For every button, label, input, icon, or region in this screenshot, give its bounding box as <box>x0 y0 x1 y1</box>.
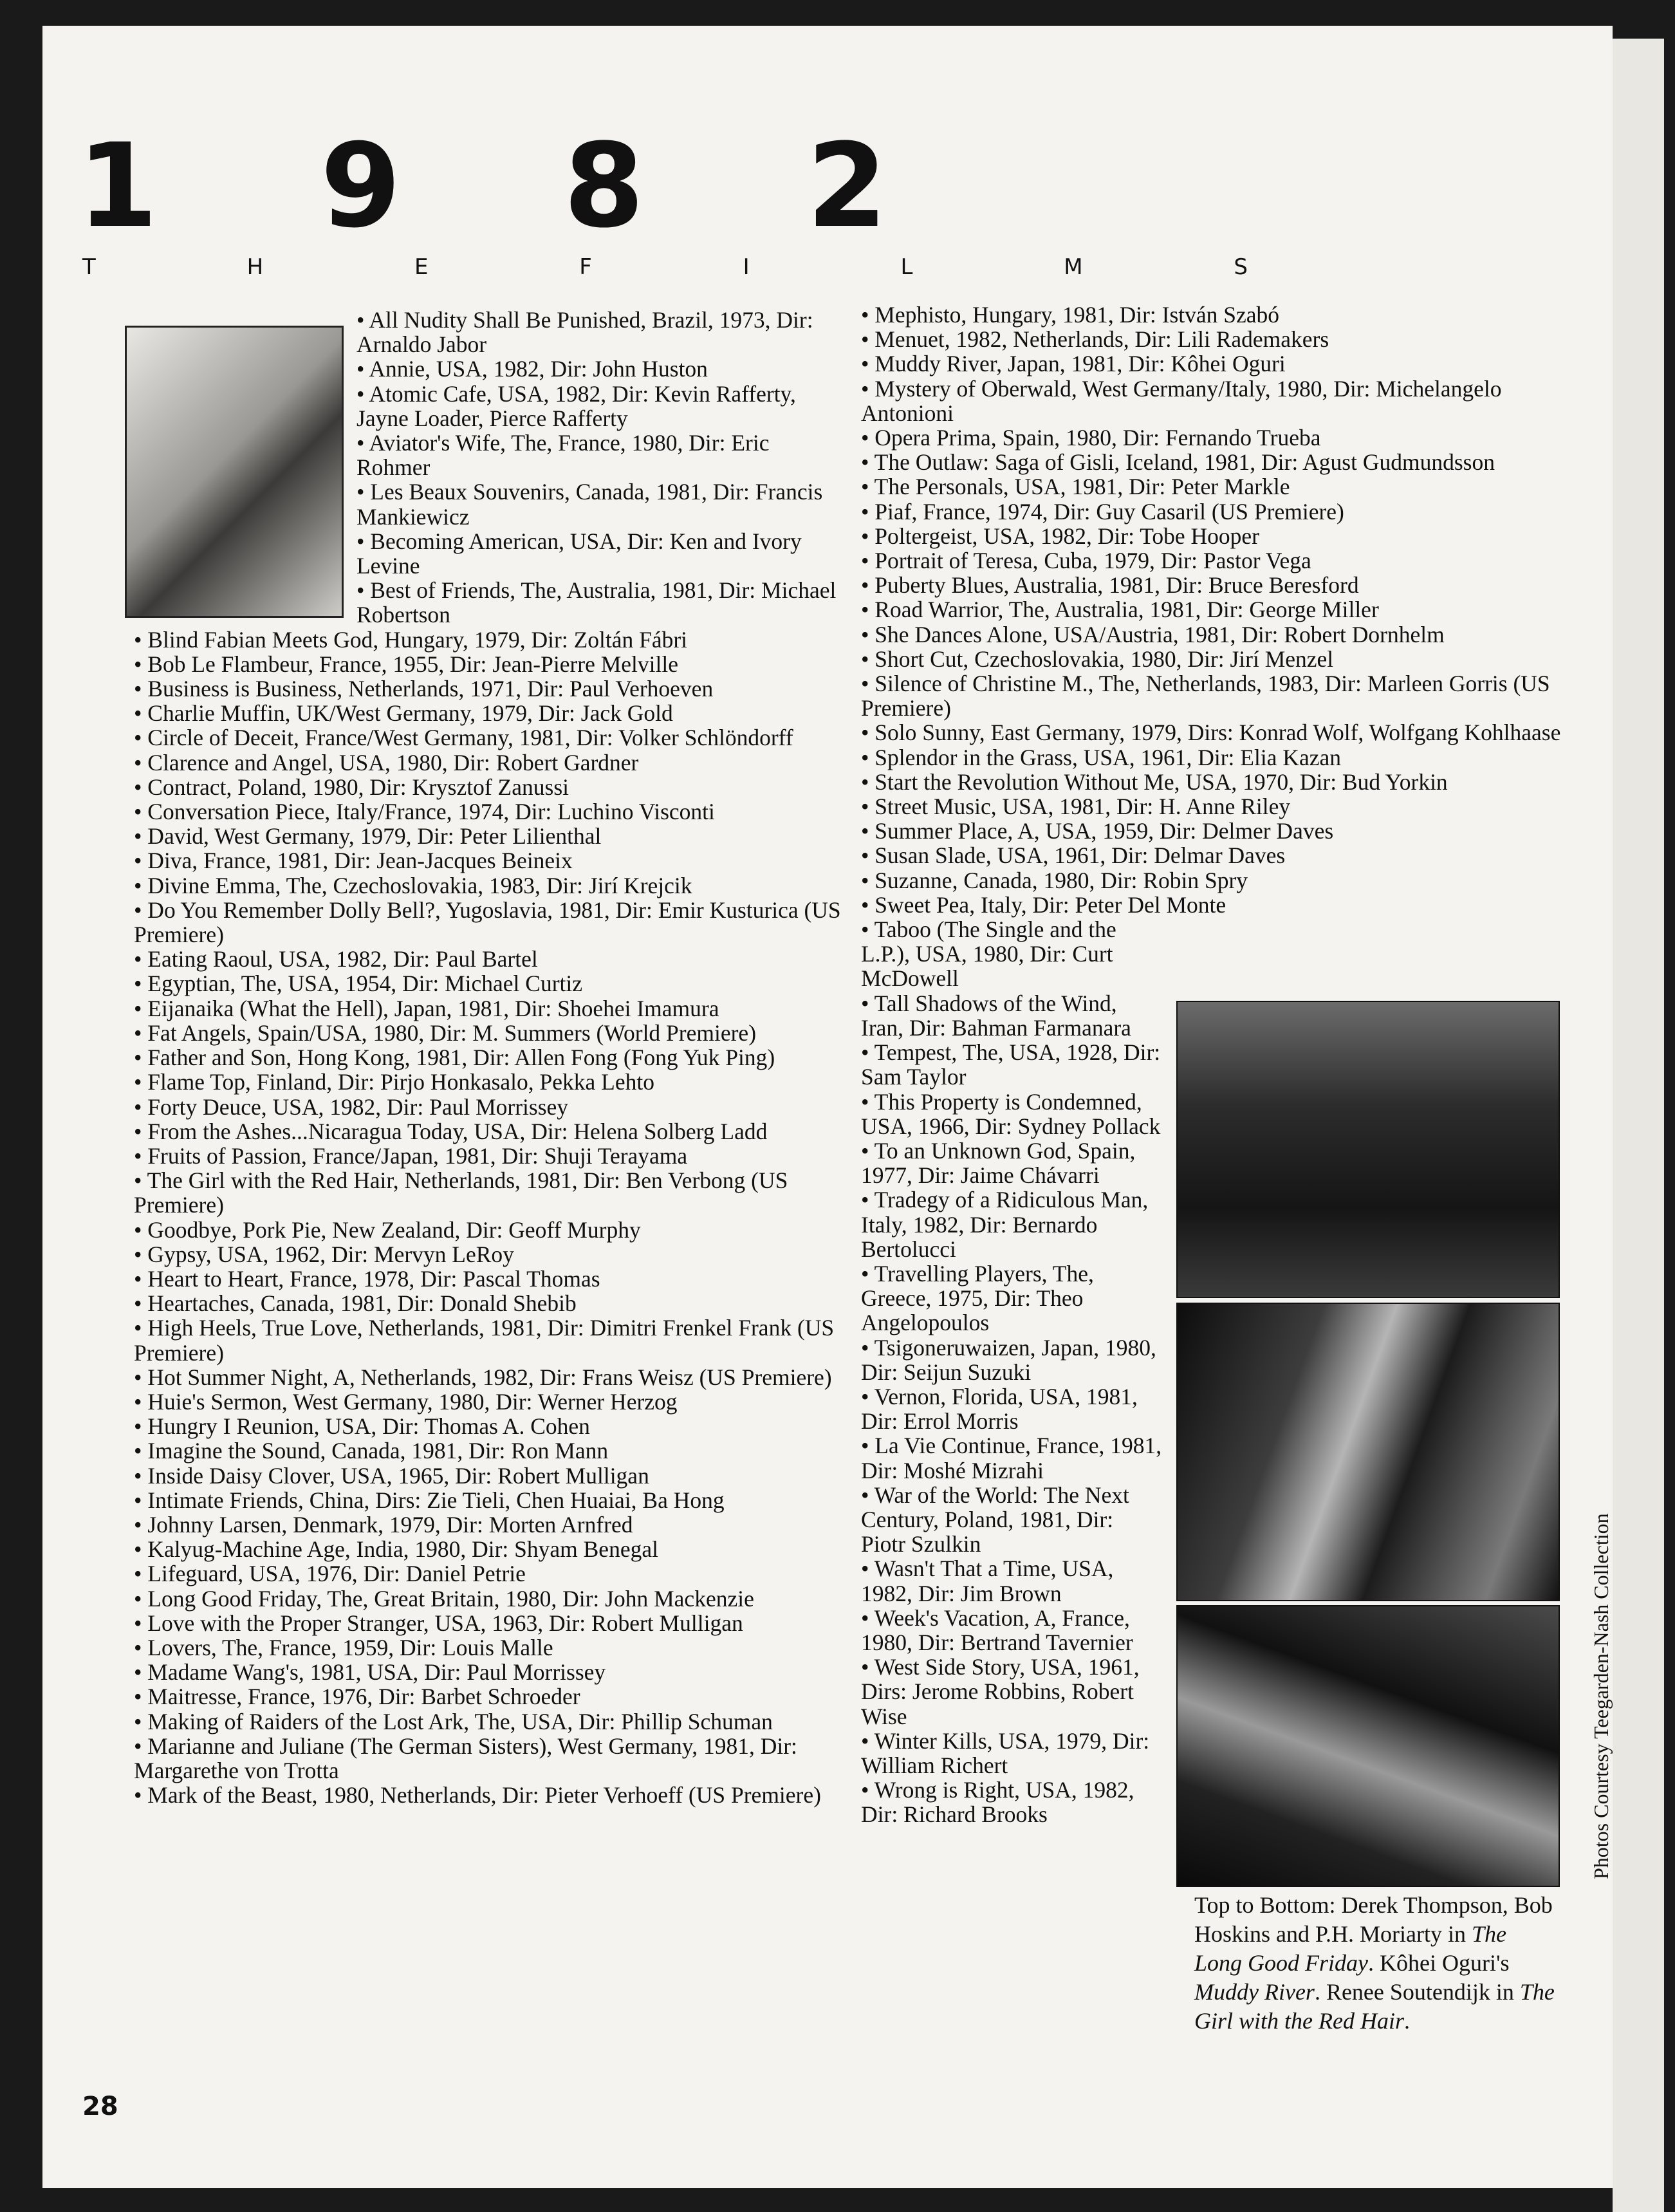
film-list-3 <box>861 917 1163 1827</box>
film-entry: • Best of Friends, The, Australia, 1981, Dir: Michael Robertson <box>356 577 837 628</box>
film-entry: • Annie, USA, 1982, Dir: John Huston <box>356 356 708 382</box>
film-entry: • Mystery of Oberwald, West Germany/Italy, 1980, Dir: Michelangelo Antonioni <box>861 375 1502 426</box>
film-entry: • Contract, Poland, 1980, Dir: Krysztof Zanussi <box>134 774 569 800</box>
film-entry: • Johnny Larsen, Denmark, 1979, Dir: Morten Arnfred <box>134 1511 633 1538</box>
film-entry: • Do You Remember Dolly Bell?, Yugoslavia, 1981, Dir: Emir Kusturica (US Premiere) <box>134 897 841 948</box>
film-entry: • Week's Vacation, A, France, 1980, Dir: Bertrand Tavernier <box>861 1604 1133 1655</box>
film-list-column-1 <box>134 308 848 1807</box>
film-entry: • David, West Germany, 1979, Dir: Peter Lilienthal <box>134 823 602 850</box>
film-entry: • Suzanne, Canada, 1980, Dir: Robin Spry <box>861 867 1248 893</box>
film-entry: • Fat Angels, Spain/USA, 1980, Dir: M. Summers (World Premiere) <box>134 1019 757 1046</box>
poster-image <box>125 326 344 618</box>
film-entry: • Kalyug-Machine Age, India, 1980, Dir: Shyam Benegal <box>134 1536 658 1563</box>
caption-text-4: . <box>1404 2008 1410 2034</box>
film-entry: • Muddy River, Japan, 1981, Dir: Kôhei Oguri <box>861 351 1286 377</box>
film-entry: • Sweet Pea, Italy, Dir: Peter Del Monte <box>861 891 1226 918</box>
film-entry: • Huie's Sermon, West Germany, 1980, Dir: Werner Herzog <box>134 1388 678 1415</box>
film-entry: • Aviator's Wife, The, France, 1980, Dir: Eric Rohmer <box>356 430 770 481</box>
film-entry: • Conversation Piece, Italy/France, 1974, Dir: Luchino Visconti <box>134 799 715 825</box>
caption-title-2: Muddy River <box>1194 1979 1315 2005</box>
film-entry: • Flame Top, Finland, Dir: Pirjo Honkasalo, Pekka Lehto <box>134 1069 654 1095</box>
film-entry: • The Personals, USA, 1981, Dir: Peter Markle <box>861 474 1290 500</box>
film-entry: • Bob Le Flambeur, France, 1955, Dir: Jean-Pierre Melville <box>134 651 679 677</box>
film-entry: • La Vie Continue, France, 1981, Dir: Moshé Mizrahi <box>861 1433 1162 1483</box>
film-entry: • Business is Business, Netherlands, 1971, Dir: Paul Verhoeven <box>134 676 714 702</box>
film-entry: • Maitresse, France, 1976, Dir: Barbet Schroeder <box>134 1684 580 1710</box>
film-entry: • Egyptian, The, USA, 1954, Dir: Michael Curtiz <box>134 971 583 997</box>
film-entry: • Vernon, Florida, USA, 1981, Dir: Errol Morris <box>861 1383 1138 1435</box>
film-entry: • The Girl with the Red Hair, Netherlands, 1981, Dir: Ben Verbong (US Premiere) <box>134 1167 788 1218</box>
film-entry: • Hot Summer Night, A, Netherlands, 1982, Dir: Frans Weisz (US Premiere) <box>134 1364 832 1390</box>
film-entry: • To an Unknown God, Spain, 1977, Dir: Jaime Chávarri <box>861 1137 1136 1189</box>
film-entry: • Heart to Heart, France, 1978, Dir: Pascal Thomas <box>134 1265 600 1292</box>
caption-text-2: . Kôhei Oguri's <box>1368 1950 1510 1976</box>
film-entry: • Divine Emma, The, Czechoslovakia, 1983, Dir: Jirí Krejcik <box>134 872 692 898</box>
film-entry: • Short Cut, Czechoslovakia, 1980, Dir: Jirí Menzel <box>861 646 1334 672</box>
film-entry: • Clarence and Angel, USA, 1980, Dir: Robert Gardner <box>134 749 639 776</box>
photo-long-good-friday <box>1176 1001 1560 1298</box>
film-list-2 <box>861 302 1588 917</box>
caption-title-1: The Long Good Friday <box>1194 1921 1506 1976</box>
section-subtitle: T H E F I L M S <box>82 254 1320 280</box>
film-entry: • Heartaches, Canada, 1981, Dir: Donald Shebib <box>134 1290 577 1317</box>
film-entry: • This Property is Condemned, USA, 1966, Dir: Sydney Pollack <box>861 1088 1161 1139</box>
film-entry: • Wrong is Right, USA, 1982, Dir: Richard Brooks <box>861 1777 1134 1828</box>
caption-title-3: The Girl with the Red Hair <box>1194 1979 1555 2034</box>
film-entry: • West Side Story, USA, 1961, Dirs: Jerome Robbins, Robert Wise <box>861 1654 1140 1729</box>
film-entry: • Fruits of Passion, France/Japan, 1981, Dir: Shuji Terayama <box>134 1142 688 1169</box>
film-entry: • Madame Wang's, 1981, USA, Dir: Paul Morrissey <box>134 1659 606 1686</box>
film-entry: • Circle of Deceit, France/West Germany, 1981, Dir: Volker Schlöndorff <box>134 725 793 751</box>
film-entry: • War of the World: The Next Century, Poland, 1981, Dir: Piotr Szulkin <box>861 1482 1129 1557</box>
photo-credit: Photos Courtesy Teegarden-Nash Collection <box>1589 1513 1613 1879</box>
film-entry: • Intimate Friends, China, Dirs: Zie Tieli, Chen Huaiai, Ba Hong <box>134 1487 725 1513</box>
film-entry: • Poltergeist, USA, 1982, Dir: Tobe Hooper <box>861 523 1259 549</box>
film-entry: • Making of Raiders of the Lost Ark, The, USA, Dir: Phillip Schuman <box>134 1708 773 1734</box>
film-entry: • High Heels, True Love, Netherlands, 1981, Dir: Dimitri Frenkel Frank (US Premiere) <box>134 1315 835 1366</box>
film-entry: • Tall Shadows of the Wind, Iran, Dir: Bahman Farmanara <box>861 990 1131 1041</box>
film-entry: • Atomic Cafe, USA, 1982, Dir: Kevin Rafferty, Jayne Loader, Pierce Rafferty <box>356 380 796 431</box>
film-entry: • Summer Place, A, USA, 1959, Dir: Delmer Daves <box>861 818 1334 844</box>
film-entry: • Portrait of Teresa, Cuba, 1979, Dir: Pastor Vega <box>861 548 1311 574</box>
film-entry: • Forty Deuce, USA, 1982, Dir: Paul Morrissey <box>134 1093 569 1120</box>
film-entry: • Taboo (The Single and the L.P.), USA, 1980, Dir: Curt McDowell <box>861 916 1116 992</box>
caption-text-3: . Renee Soutendijk in <box>1314 1979 1520 2005</box>
film-entry: • Silence of Christine M., The, Netherlands, 1983, Dir: Marleen Gorris (US Premiere) <box>861 671 1550 721</box>
film-entry: • Lifeguard, USA, 1976, Dir: Daniel Petrie <box>134 1561 526 1587</box>
film-entry: • Travelling Players, The, Greece, 1975, Dir: Theo Angelopoulos <box>861 1260 1094 1336</box>
film-entry: • Tempest, The, USA, 1928, Dir: Sam Taylor <box>861 1039 1161 1090</box>
film-entry: • Love with the Proper Stranger, USA, 1963, Dir: Robert Mulligan <box>134 1610 743 1636</box>
film-entry: • Eating Raoul, USA, 1982, Dir: Paul Bartel <box>134 946 538 972</box>
film-entry: • Splendor in the Grass, USA, 1961, Dir: Elia Kazan <box>861 744 1341 770</box>
page-edge <box>1613 39 1664 2212</box>
film-entry: • Father and Son, Hong Kong, 1981, Dir: Allen Fong (Fong Yuk Ping) <box>134 1045 775 1071</box>
film-entry: • Les Beaux Souvenirs, Canada, 1981, Dir: Francis Mankiewicz <box>356 479 823 530</box>
film-entry: • Winter Kills, USA, 1979, Dir: William Richert <box>861 1727 1150 1778</box>
film-entry: • The Outlaw: Saga of Gisli, Iceland, 1981, Dir: Agust Gudmundsson <box>861 449 1495 476</box>
film-entry: • Blind Fabian Meets God, Hungary, 1979, Dir: Zoltán Fábri <box>134 626 688 653</box>
film-entry: • Imagine the Sound, Canada, 1981, Dir: Ron Mann <box>134 1438 609 1464</box>
film-entry: • Piaf, France, 1974, Dir: Guy Casaril (US Premiere) <box>861 498 1344 525</box>
film-entry: • Goodbye, Pork Pie, New Zealand, Dir: Geoff Murphy <box>134 1216 641 1243</box>
film-entry: • She Dances Alone, USA/Austria, 1981, Dir: Robert Dornhelm <box>861 621 1445 647</box>
film-entry: • Menuet, 1982, Netherlands, Dir: Lili Rademakers <box>861 326 1329 353</box>
year-heading: 1 9 8 2 <box>77 119 949 254</box>
photo-caption <box>1194 1891 1555 2036</box>
film-entry: • Long Good Friday, The, Great Britain, 1980, Dir: John Mackenzie <box>134 1585 754 1612</box>
film-entry: • Inside Daisy Clover, USA, 1965, Dir: Robert Mulligan <box>134 1462 649 1489</box>
film-entry: • Susan Slade, USA, 1961, Dir: Delmar Daves <box>861 842 1286 869</box>
photo-muddy-river <box>1176 1303 1560 1601</box>
caption-text-1: Top to Bottom: Derek Thompson, Bob Hoskins and P.H. Moriarty in <box>1194 1892 1553 1947</box>
film-entry: • Hungry I Reunion, USA, Dir: Thomas A. Cohen <box>134 1413 590 1440</box>
film-entry: • Mephisto, Hungary, 1981, Dir: István Szabó <box>861 302 1280 328</box>
film-entry: • Tsigoneruwaizen, Japan, 1980, Dir: Seijun Suzuki <box>861 1334 1156 1385</box>
film-entry: • Street Music, USA, 1981, Dir: H. Anne Riley <box>861 794 1291 820</box>
film-entry: • Opera Prima, Spain, 1980, Dir: Fernando Trueba <box>861 425 1321 451</box>
film-entry: • Tradegy of a Ridiculous Man, Italy, 1982, Dir: Bernardo Bertolucci <box>861 1187 1149 1262</box>
film-entry: • Puberty Blues, Australia, 1981, Dir: Bruce Beresford <box>861 572 1359 599</box>
film-entry: • Charlie Muffin, UK/West Germany, 1979, Dir: Jack Gold <box>134 700 673 727</box>
film-entry: • Mark of the Beast, 1980, Netherlands, Dir: Pieter Verhoeff (US Premiere) <box>134 1782 821 1808</box>
film-entry: • Eijanaika (What the Hell), Japan, 1981, Dir: Shoehei Imamura <box>134 995 719 1021</box>
film-entry: • All Nudity Shall Be Punished, Brazil, 1973, Dir: Arnaldo Jabor <box>356 307 813 358</box>
film-entry: • Becoming American, USA, Dir: Ken and Ivory Levine <box>356 528 802 579</box>
film-entry: • Road Warrior, The, Australia, 1981, Dir: George Miller <box>861 597 1379 623</box>
film-entry: • Solo Sunny, East Germany, 1979, Dirs: Konrad Wolf, Wolfgang Kohlhaase <box>861 720 1561 746</box>
film-entry: • From the Ashes...Nicaragua Today, USA, Dir: Helena Solberg Ladd <box>134 1118 768 1144</box>
film-entry: • Diva, France, 1981, Dir: Jean-Jacques Beineix <box>134 848 573 874</box>
film-entry: • Gypsy, USA, 1962, Dir: Mervyn LeRoy <box>134 1241 514 1267</box>
film-entry: • Start the Revolution Without Me, USA, 1970, Dir: Bud Yorkin <box>861 768 1448 795</box>
film-entry: • Marianne and Juliane (The German Sisters), West Germany, 1981, Dir: Margarethe von Trotta <box>134 1733 797 1783</box>
film-entry: • Wasn't That a Time, USA, 1982, Dir: Jim Brown <box>861 1556 1114 1606</box>
film-entry: • Lovers, The, France, 1959, Dir: Louis Malle <box>134 1634 553 1660</box>
page-number: 28 <box>82 2092 118 2121</box>
photo-girl-red-hair <box>1176 1605 1560 1887</box>
